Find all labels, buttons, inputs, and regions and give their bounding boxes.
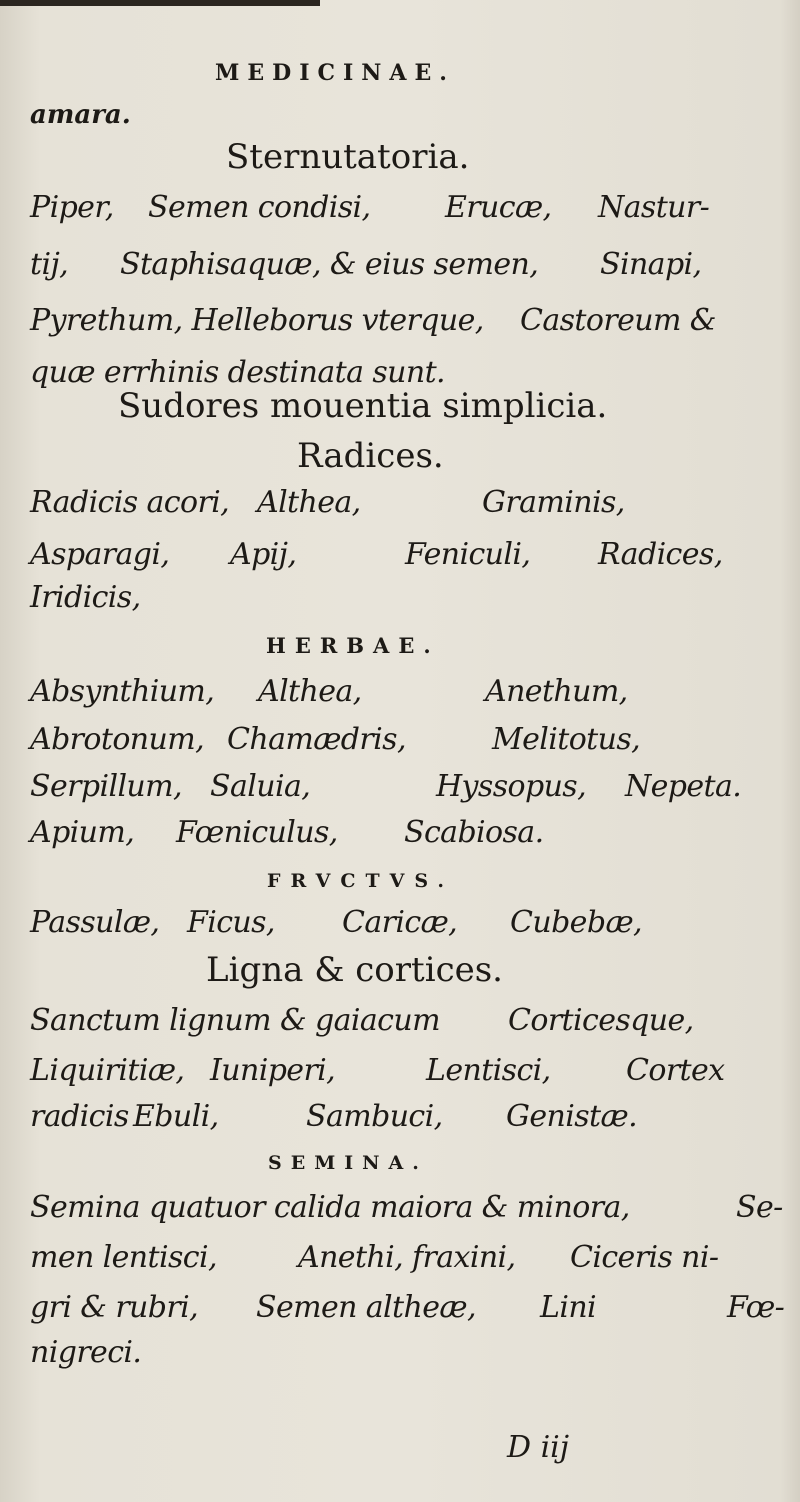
entry: Apium,: [30, 815, 135, 850]
catchword-top: amara.: [30, 100, 131, 130]
entry: Lini: [540, 1290, 597, 1325]
entry: Caricæ,: [342, 905, 458, 940]
entry: Sinapi,: [600, 247, 702, 282]
entry: Fœniculus,: [176, 815, 338, 850]
entry: Abrotonum,: [30, 722, 205, 757]
entry: Liquiritiæ,: [30, 1053, 185, 1088]
entry: Lentisci,: [426, 1053, 551, 1088]
entry: Pyrethum, Helleborus vterque,: [30, 303, 484, 338]
heading-semina: SEMINA.: [268, 1152, 428, 1174]
heading-sudores: Sudores mouentia simplicia.: [118, 386, 608, 426]
entry: Saluia,: [210, 769, 311, 804]
text-line: [30, 905, 790, 945]
text-line: [30, 722, 790, 762]
entry: Genistæ.: [506, 1099, 638, 1134]
entry: Castoreum &: [520, 303, 716, 338]
entry: Piper,: [30, 190, 114, 225]
entry: Semina quatuor calida maiora & minora,: [30, 1190, 630, 1225]
entry: men lentisci,: [30, 1240, 217, 1275]
entry: Cubebæ,: [510, 905, 642, 940]
entry: Radicis acori,: [30, 485, 230, 520]
text-line: [30, 1099, 790, 1139]
text-line: [30, 1190, 790, 1230]
entry: Se-: [736, 1190, 783, 1225]
entry: Erucæ,: [445, 190, 552, 225]
entry: tij,: [30, 247, 69, 282]
text-line: [30, 190, 790, 230]
entry: Melitotus,: [492, 722, 641, 757]
entry: Anethum,: [485, 674, 628, 709]
entry: Scabiosa.: [404, 815, 544, 850]
text-line: quæ errhinis destinata sunt.: [30, 355, 445, 390]
entry: Anethi, fraxini,: [298, 1240, 516, 1275]
text-line: [30, 1053, 790, 1093]
entry: Ficus,: [187, 905, 275, 940]
text-line: Iridicis,: [30, 580, 141, 615]
text-line: [30, 303, 790, 343]
entry: Corticesque,: [508, 1003, 694, 1038]
entry: Hyssopus,: [436, 769, 587, 804]
heading-herbae: HERBAE.: [266, 633, 440, 658]
entry: Fœ-: [727, 1290, 785, 1325]
entry: Feniculi,: [405, 537, 531, 572]
heading-fructus: FRVCTVS.: [267, 870, 455, 892]
heading-ligna: Ligna & cortices.: [206, 950, 503, 990]
page-edge-shadow: [0, 0, 320, 6]
text-line: nigreci.: [30, 1335, 142, 1370]
entry: Asparagi,: [30, 537, 170, 572]
subheading-radices: Radices.: [297, 436, 444, 476]
text-line: [30, 1290, 790, 1330]
entry: Sanctum lignum & gaiacum: [30, 1003, 440, 1038]
text-line: [30, 1003, 790, 1043]
text-line: [30, 247, 790, 287]
text-line: [30, 537, 790, 577]
entry: Althea,: [257, 485, 361, 520]
text-line: [30, 815, 790, 855]
entry: Semen altheæ,: [256, 1290, 476, 1325]
entry: Nastur-: [598, 190, 710, 225]
entry: Radices,: [598, 537, 723, 572]
entry: Serpillum,: [30, 769, 182, 804]
entry: Passulæ,: [30, 905, 160, 940]
entry: radicis: [30, 1099, 129, 1134]
entry: Althea,: [258, 674, 362, 709]
text-line: [30, 674, 790, 714]
text-line: [30, 485, 790, 525]
entry: Semen condisi,: [148, 190, 371, 225]
text-line: [30, 769, 790, 809]
entry: Staphisaquæ, & eius semen,: [120, 247, 539, 282]
text-line: [30, 1240, 790, 1280]
entry: gri & rubri,: [30, 1290, 199, 1325]
entry: Chamædris,: [227, 722, 406, 757]
entry: Ciceris ni-: [570, 1240, 719, 1275]
entry: Ebuli,: [133, 1099, 219, 1134]
running-head: MEDICINAE.: [215, 60, 455, 86]
entry: Iuniperi,: [210, 1053, 336, 1088]
entry: Nepeta.: [625, 769, 742, 804]
signature-mark: D iij: [507, 1430, 570, 1465]
entry: Cortex: [626, 1053, 725, 1088]
entry: Absynthium,: [30, 674, 215, 709]
entry: Graminis,: [482, 485, 625, 520]
entry: Apij,: [230, 537, 297, 572]
entry: Sambuci,: [306, 1099, 443, 1134]
heading-sternutatoria: Sternutatoria.: [226, 137, 470, 177]
